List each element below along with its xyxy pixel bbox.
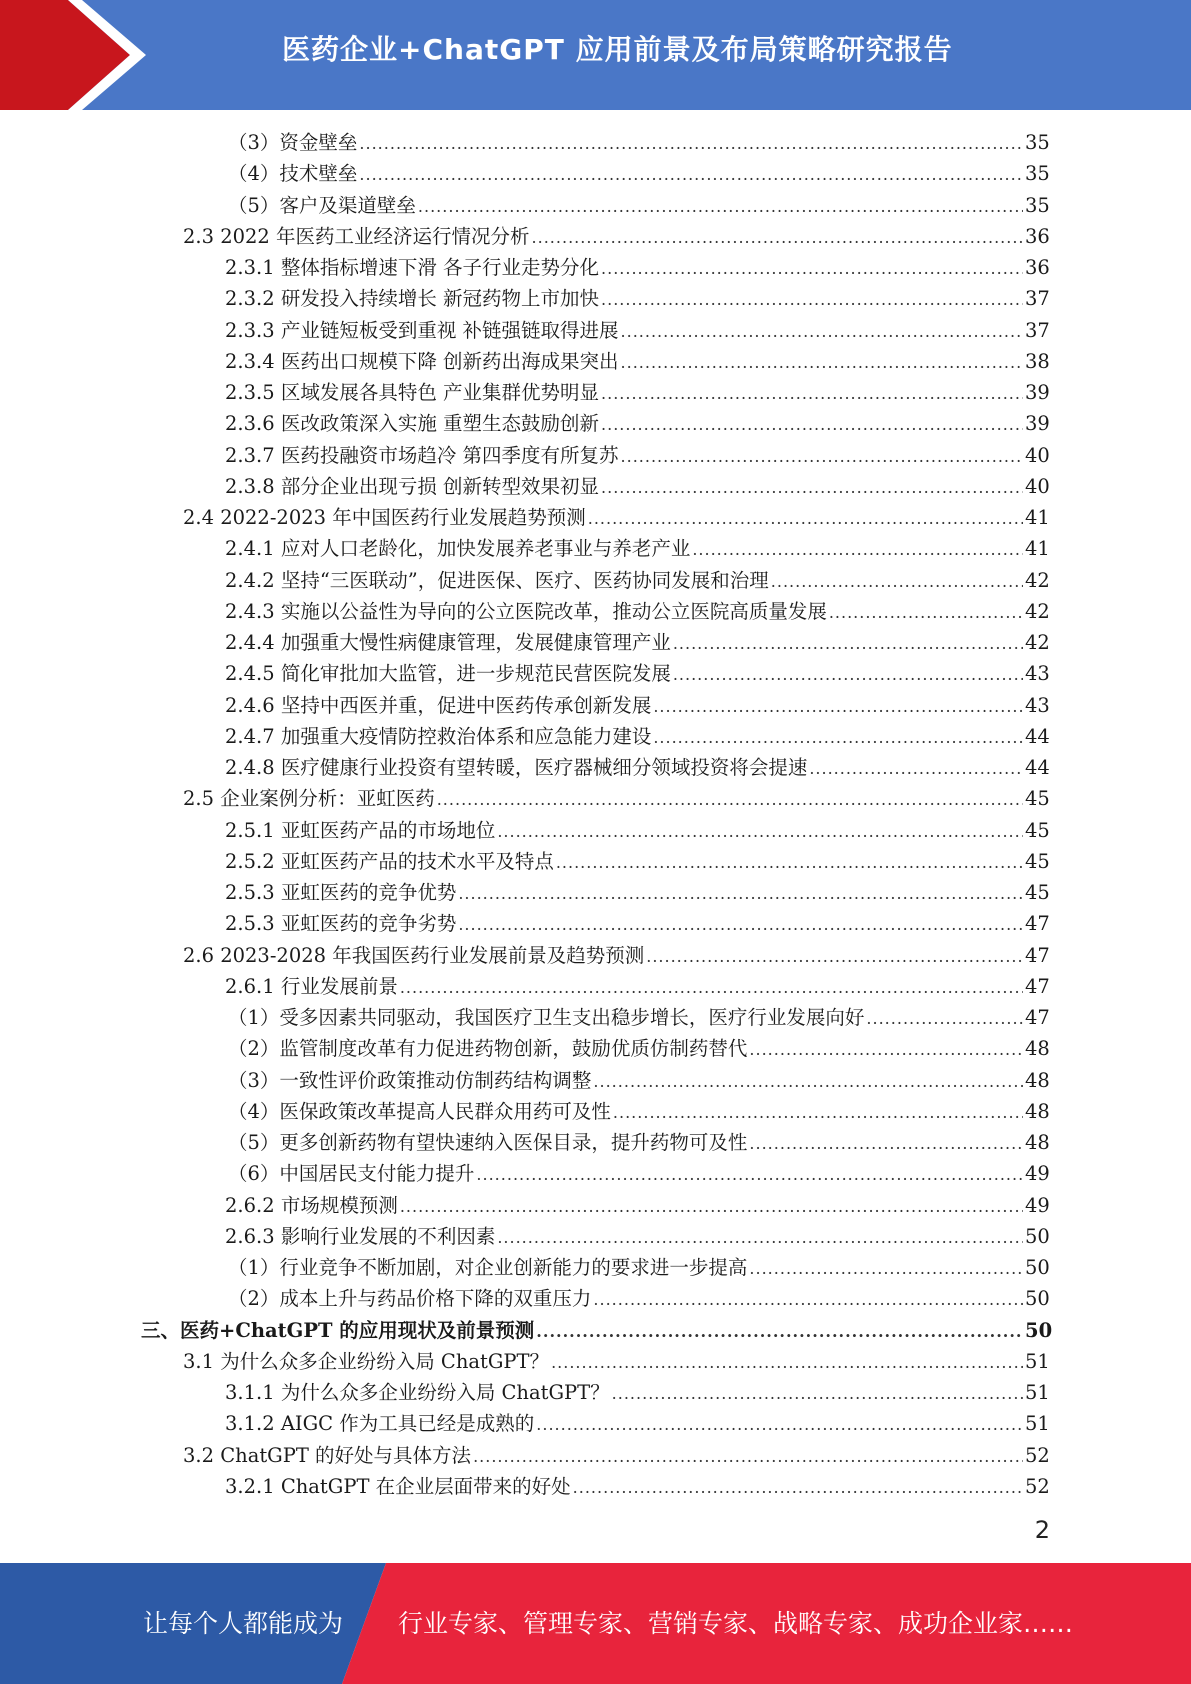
toc-dot-leader [556,847,1023,878]
toc-entry-page: 51 [1025,1381,1050,1404]
toc-entry-title: 2.5.3 亚虹医药的竞争优势 [225,881,457,904]
toc-entry-title: 2.5.2 亚虹医药产品的技术水平及特点 [225,849,554,873]
table-of-contents [0,127,1191,1502]
toc-entry[interactable] [0,877,1191,908]
toc-entry[interactable] [0,658,1191,689]
toc-entry[interactable] [0,127,1191,158]
toc-entry-title: 2.3.6 医改政策深入实施 重塑生态鼓励创新 [225,412,600,436]
toc-entry-title: 2.4 2022-2023 年中国医药行业发展趋势预测 [183,506,586,529]
toc-dot-leader [613,1097,1023,1128]
toc-entry-page: 50 [1025,1256,1050,1279]
toc-entry[interactable] [0,221,1191,252]
toc-entry-title: （1）受多因素共同驱动，我国医疗卫生支出稳步增长，医疗行业发展向好 [228,1006,865,1029]
toc-dot-leader [458,878,1023,909]
toc-entry[interactable] [0,283,1191,314]
toc-entry-page: 36 [1025,256,1050,279]
toc-dot-leader [458,909,1023,940]
toc-entry-page: 51 [1025,1412,1050,1436]
toc-entry-title: 2.4.2 坚持“三医联动”，促进医保、医疗、医药协同发展和治理 [225,568,769,592]
toc-entry-title: 2.4.3 实施以公益性为导向的公立医院改革，推动公立医院高质量发展 [225,599,827,623]
toc-entry-page: 48 [1025,1131,1050,1154]
toc-dot-leader [749,1034,1023,1065]
toc-dot-leader [621,347,1023,378]
toc-entry-title: 2.3.5 区域发展各具特色 产业集群优势明显 [225,381,600,404]
toc-entry-title: （4）技术壁垒 [228,162,358,186]
toc-entry-page: 51 [1025,1349,1050,1373]
toc-entry-title: 2.4.1 应对人口老龄化，加快发展养老事业与养老产业 [225,537,691,561]
toc-dot-leader [593,1284,1023,1315]
toc-dot-leader [749,1128,1023,1159]
toc-entry-page: 45 [1025,818,1050,842]
toc-entry-page: 52 [1025,1443,1050,1467]
toc-entry-title: （5）更多创新药物有望快速纳入医保目录，提升药物可及性 [228,1131,748,1154]
toc-entry-title: （6）中国居民支付能力提升 [228,1162,475,1186]
toc-entry-title: （5）客户及渠道壁垒 [228,193,416,217]
toc-entry[interactable] [0,596,1191,627]
toc-entry[interactable] [0,1002,1191,1033]
toc-entry-title: 2.6.3 影响行业发展的不利因素 [225,1224,496,1248]
toc-entry-page: 48 [1025,1068,1050,1092]
toc-entry-page: 48 [1025,1037,1050,1061]
toc-entry-page: 45 [1025,787,1050,811]
toc-entry-page: 43 [1025,662,1050,686]
toc-entry[interactable] [0,940,1191,971]
toc-dot-leader [646,941,1023,972]
toc-dot-leader [621,441,1023,472]
toc-entry[interactable] [0,1127,1191,1158]
toc-entry-page: 50 [1025,1318,1053,1342]
toc-entry[interactable] [0,346,1191,377]
toc-dot-leader [400,1191,1023,1222]
toc-entry[interactable] [0,1158,1191,1189]
toc-entry-page: 35 [1025,193,1050,217]
toc-entry-title: 2.4.5 简化审批加大监管，进一步规范民营医院发展 [225,662,671,686]
toc-dot-leader [866,1003,1023,1034]
toc-entry-page: 42 [1025,568,1050,592]
toc-dot-leader [601,378,1023,409]
toc-entry-page: 36 [1025,224,1050,248]
toc-entry[interactable] [0,908,1191,939]
toc-entry-page: 35 [1025,162,1050,186]
toc-dot-leader [418,191,1023,222]
toc-entry-page: 43 [1025,693,1050,717]
toc-dot-leader [573,1472,1023,1503]
toc-dot-leader [612,1378,1023,1409]
toc-entry-title: （3）资金壁垒 [228,131,358,154]
toc-entry-page: 47 [1025,943,1050,967]
toc-entry-title: 2.6.2 市场规模预测 [225,1193,398,1217]
toc-entry[interactable] [0,690,1191,721]
toc-entry[interactable] [0,502,1191,533]
toc-entry-title: 2.3 2022 年医药工业经济运行情况分析 [183,224,530,248]
toc-entry-title: （4）医保政策改革提高人民群众用药可及性 [228,1099,611,1123]
toc-entry-title: 2.4.8 医疗健康行业投资有望转暖，医疗器械细分领域投资将会提速 [225,756,808,779]
toc-entry[interactable] [0,1315,1191,1346]
toc-entry-page: 47 [1025,912,1050,936]
toc-entry-title: 2.3.3 产业链短板受到重视 补链强链取得进展 [225,318,619,342]
toc-dot-leader [536,1316,1023,1347]
toc-dot-leader [673,628,1023,659]
toc-entry-title: 2.3.7 医药投融资市场趋冷 第四季度有所复苏 [225,443,619,467]
toc-entry[interactable] [0,1252,1191,1283]
toc-dot-leader [771,566,1023,597]
toc-entry[interactable] [0,1283,1191,1314]
toc-dot-leader [809,753,1023,784]
toc-entry-title: 2.4.6 坚持中西医并重，促进中医药传承创新发展 [225,693,652,717]
toc-entry-page: 37 [1025,287,1050,311]
toc-entry-title: 2.3.8 部分企业出现亏损 创新转型效果初显 [225,474,600,498]
toc-entry[interactable] [0,1096,1191,1127]
toc-entry-page: 44 [1025,756,1050,779]
toc-dot-leader [601,284,1023,315]
toc-dot-leader [437,784,1023,815]
toc-dot-leader [588,503,1023,534]
toc-entry-title: 3.1.2 AIGC 作为工具已经是成熟的 [225,1412,535,1436]
toc-entry-page: 44 [1025,724,1050,748]
toc-entry[interactable] [0,533,1191,564]
toc-dot-leader [536,1409,1023,1440]
toc-entry-page: 37 [1025,318,1050,342]
page-footer [0,1563,1191,1684]
toc-entry-page: 42 [1025,631,1050,654]
toc-entry-page: 40 [1025,474,1050,498]
toc-entry-page: 41 [1025,506,1050,529]
toc-entry[interactable] [0,752,1191,783]
toc-entry[interactable] [0,1221,1191,1252]
toc-dot-leader [653,722,1023,753]
toc-entry-title: （1）行业竞争不断加剧，对企业创新能力的要求进一步提高 [228,1256,748,1279]
toc-dot-leader [601,409,1023,440]
toc-entry-title: （2）成本上升与药品价格下降的双重压力 [228,1287,592,1311]
toc-entry-page: 47 [1025,974,1050,998]
toc-entry[interactable] [0,315,1191,346]
footer-slogan-right: 行业专家、管理专家、营销专家、战略专家、成功企业家…… [398,1609,1074,1638]
page-number: 2 [1034,1516,1050,1544]
toc-dot-leader [653,691,1023,722]
toc-entry-title: 3.2.1 ChatGPT 在企业层面带来的好处 [225,1474,571,1498]
toc-entry[interactable] [0,190,1191,221]
toc-entry[interactable] [0,1377,1191,1408]
toc-entry-title: 3.1 为什么众多企业纷纷入局 ChatGPT？ [183,1349,550,1373]
toc-entry[interactable] [0,565,1191,596]
toc-entry[interactable] [0,783,1191,814]
toc-dot-leader [359,128,1023,159]
toc-entry-page: 49 [1025,1162,1050,1186]
toc-entry[interactable] [0,440,1191,471]
toc-entry-title: 2.6.1 行业发展前景 [225,974,398,998]
toc-dot-leader [551,1347,1023,1378]
toc-entry-title: 2.3.2 研发投入持续增长 新冠药物上市加快 [225,287,600,311]
toc-dot-leader [532,222,1023,253]
toc-entry-page: 50 [1025,1287,1050,1311]
toc-dot-leader [497,816,1023,847]
toc-entry-title: （2）监管制度改革有力促进药物创新，鼓励优质仿制药替代 [228,1037,748,1061]
toc-entry-page: 52 [1025,1474,1050,1498]
toc-dot-leader [829,597,1023,628]
toc-dot-leader [601,253,1023,284]
toc-entry-title: 三、医药+ChatGPT 的应用现状及前景预测 [141,1318,535,1342]
toc-entry[interactable] [0,815,1191,846]
toc-entry-page: 50 [1025,1224,1050,1248]
toc-entry-title: 2.5 企业案例分析：亚虹医药 [183,787,435,811]
toc-entry-page: 42 [1025,599,1050,623]
toc-dot-leader [749,1253,1023,1284]
toc-entry[interactable] [0,1033,1191,1064]
toc-dot-leader [593,1066,1023,1097]
toc-entry[interactable] [0,408,1191,439]
footer-slogan-left: 让每个人都能成为 [143,1609,344,1638]
toc-entry-title: （3）一致性评价政策推动仿制药结构调整 [228,1068,592,1092]
toc-dot-leader [400,972,1023,1003]
toc-entry[interactable] [0,971,1191,1002]
toc-entry[interactable] [0,627,1191,658]
toc-entry-title: 3.1.1 为什么众多企业纷纷入局 ChatGPT？ [225,1381,610,1404]
toc-entry-title: 2.3.1 整体指标增速下滑 各子行业走势分化 [225,256,600,279]
toc-entry[interactable] [0,1471,1191,1502]
toc-dot-leader [473,1441,1023,1472]
toc-entry-page: 40 [1025,443,1050,467]
toc-entry[interactable] [0,721,1191,752]
toc-entry-title: 3.2 ChatGPT 的好处与具体方法 [183,1443,472,1467]
toc-entry-title: 2.4.4 加强重大慢性病健康管理，发展健康管理产业 [225,631,671,654]
toc-dot-leader [497,1222,1023,1253]
toc-entry[interactable] [0,1440,1191,1471]
report-title: 医药企业+ChatGPT 应用前景及布局策略研究报告 [282,33,953,66]
toc-entry-page: 49 [1025,1193,1050,1217]
toc-entry-page: 38 [1025,349,1050,373]
toc-entry-page: 41 [1025,537,1050,561]
toc-entry[interactable] [0,252,1191,283]
toc-entry[interactable] [0,1408,1191,1439]
toc-entry[interactable] [0,158,1191,189]
toc-dot-leader [359,159,1023,190]
toc-entry-title: 2.6 2023-2028 年我国医药行业发展前景及趋势预测 [183,943,645,967]
toc-entry[interactable] [0,471,1191,502]
toc-entry-page: 39 [1025,381,1050,404]
toc-entry[interactable] [0,1065,1191,1096]
toc-entry-title: 2.5.1 亚虹医药产品的市场地位 [225,818,496,842]
toc-entry-title: 2.3.4 医药出口规模下降 创新药出海成果突出 [225,349,619,373]
toc-entry[interactable] [0,1346,1191,1377]
toc-entry-page: 45 [1025,881,1050,904]
toc-dot-leader [601,472,1023,503]
toc-entry-page: 47 [1025,1006,1050,1029]
toc-dot-leader [621,316,1023,347]
page-header [0,0,1191,110]
toc-entry-page: 39 [1025,412,1050,436]
toc-entry-page: 35 [1025,131,1050,154]
toc-entry-title: 2.5.3 亚虹医药的竞争劣势 [225,912,457,936]
toc-entry[interactable] [0,1190,1191,1221]
toc-entry-page: 48 [1025,1099,1050,1123]
toc-dot-leader [692,534,1023,565]
toc-entry-page: 45 [1025,849,1050,873]
toc-dot-leader [476,1159,1023,1190]
toc-dot-leader [673,659,1023,690]
toc-entry[interactable] [0,377,1191,408]
toc-entry[interactable] [0,846,1191,877]
toc-entry-title: 2.4.7 加强重大疫情防控救治体系和应急能力建设 [225,724,652,748]
